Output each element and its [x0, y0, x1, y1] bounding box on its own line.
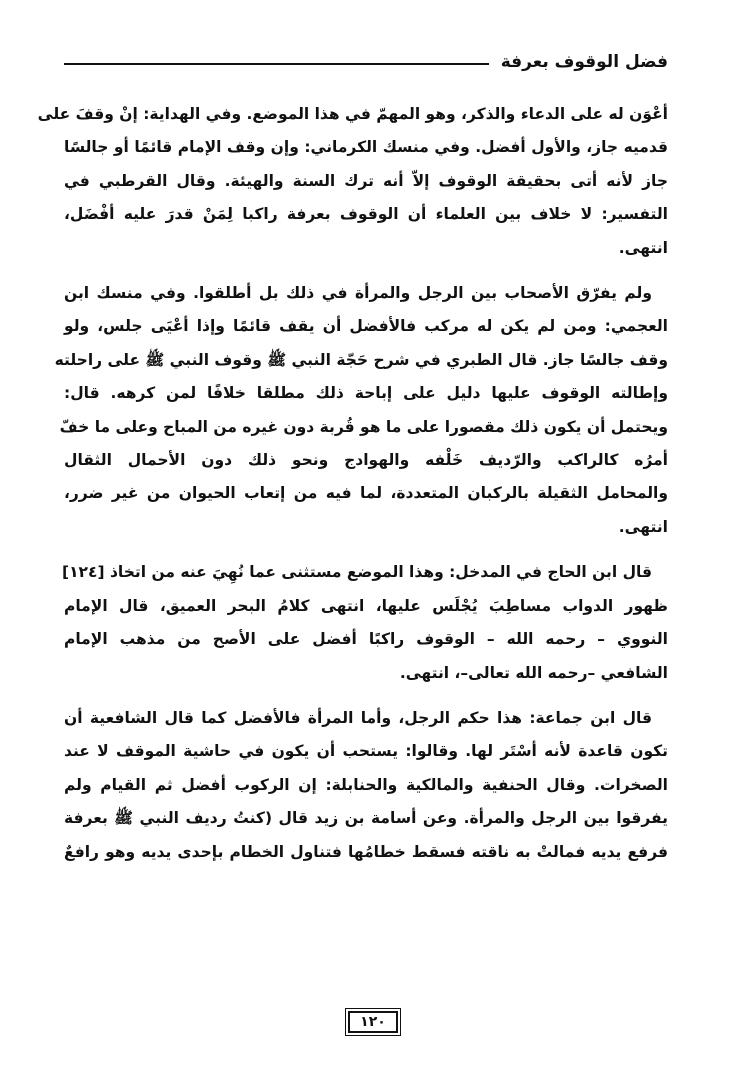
text-line: النووي – رحمه الله – الوقوف راكبًا أفضل على الأصح من مذهب الإمام: [64, 630, 668, 649]
text-line: أمرُه كالراكب والرّديف خَلْفه والهوادج ونحو ذلك دون الأحمال الثقال: [64, 451, 668, 470]
text-line: أعْوَن له على الدعاء والذكر، وهو المهمّ في هذا الموضع. وفي الهداية: إنْ وقفَ على: [37, 105, 668, 123]
text-line: ولم يفرّق الأصحاب بين الرجل والمرأة في ذلك بل أطلقوا. وفي منسك ابن: [64, 284, 652, 303]
text-line: العجمي: ومن لم يكن له مركب فالأفضل أن يقف قائمًا وإذا أعْيَى جلس، ولو: [64, 317, 668, 336]
text-line: فرفع يديه فمالتْ به ناقته فسقط خطامُها فتناول الخطام بإحدى يديه وهو رافعٌ: [64, 842, 668, 861]
text-line: قال ابن جماعة: هذا حكم الرجل، وأما المرأة فالأفضل كما قال الشافعية أن: [64, 708, 652, 727]
text-line: وإطالته الوقوف عليها دليل على إباحة ذلك مطلقا خلافًا لمن كرهه. قال:: [64, 384, 668, 403]
text-line: قدميه جاز، والأول أفضل. وفي منسك الكرماني: وإن وقف الإمام قائمًا أو جالسًا: [64, 138, 668, 157]
paragraph-4: [64, 702, 668, 869]
header-rule: [64, 63, 489, 65]
text-line: قال ابن الحاج في المدخل: وهذا الموضع مستثنى عما نُهِيَ عنه من اتخاذ [١٢٤]: [62, 563, 652, 582]
running-header: [64, 42, 668, 82]
paragraph-3: [64, 556, 668, 690]
text-line: جاز لأنه أتى بحقيقة الوقوف إلاّ أنه ترك السنة والهيئة. وقال القرطبي في: [64, 171, 668, 190]
text-line: الشافعي –رحمه الله تعالى–، انتهى.: [399, 663, 668, 682]
text-line: انتهى.: [618, 517, 668, 536]
paragraph-1: [37, 98, 668, 265]
text-line: ظهور الدواب مساطِبَ يُجْلَس عليها، انتهى كلامُ البحر العميق، قال الإمام: [64, 596, 668, 615]
text-line: ويحتمل أن يكون ذلك مقصورا على ما هو قُربة دون غيره من المباح وعلى ما خفّ: [59, 417, 668, 436]
text-line: انتهى.: [618, 238, 668, 257]
text-line: التفسير: لا خلاف بين العلماء أن الوقوف بعرفة راكبا لِمَنْ قدرَ عليه أفْضَل،: [64, 205, 668, 224]
body-text: [37, 98, 668, 881]
text-line: الصخرات. وقال الحنفية والمالكية والحنابلة: إن الركوب أفضل ثم القيام ولم: [64, 775, 668, 794]
text-line: وقف جالسًا جاز. قال الطبري في شرح حَجّة النبي ﷺ وقوف النبي ﷺ على راحلته: [54, 350, 668, 369]
text-line: والمحامل الثقيلة بالركبان المتعددة، لما فيه من إتعاب الحيوان من غير ضرر،: [64, 484, 668, 503]
page-number: ١٢٠: [348, 1011, 398, 1033]
page-footer: [0, 1011, 746, 1033]
text-line: تكون قاعدة لأنه أسْتَر لها. وقالوا: يستحب أن يكون في حاشية الموقف لا عند: [64, 742, 668, 761]
paragraph-2: [54, 277, 668, 544]
header-title: فضل الوقوف بعرفة: [500, 52, 668, 72]
text-line: يفرقوا بين الرجل والمرأة. وعن أسامة بن زيد قال (كنتُ رديف النبي ﷺ بعرفة: [64, 809, 668, 828]
